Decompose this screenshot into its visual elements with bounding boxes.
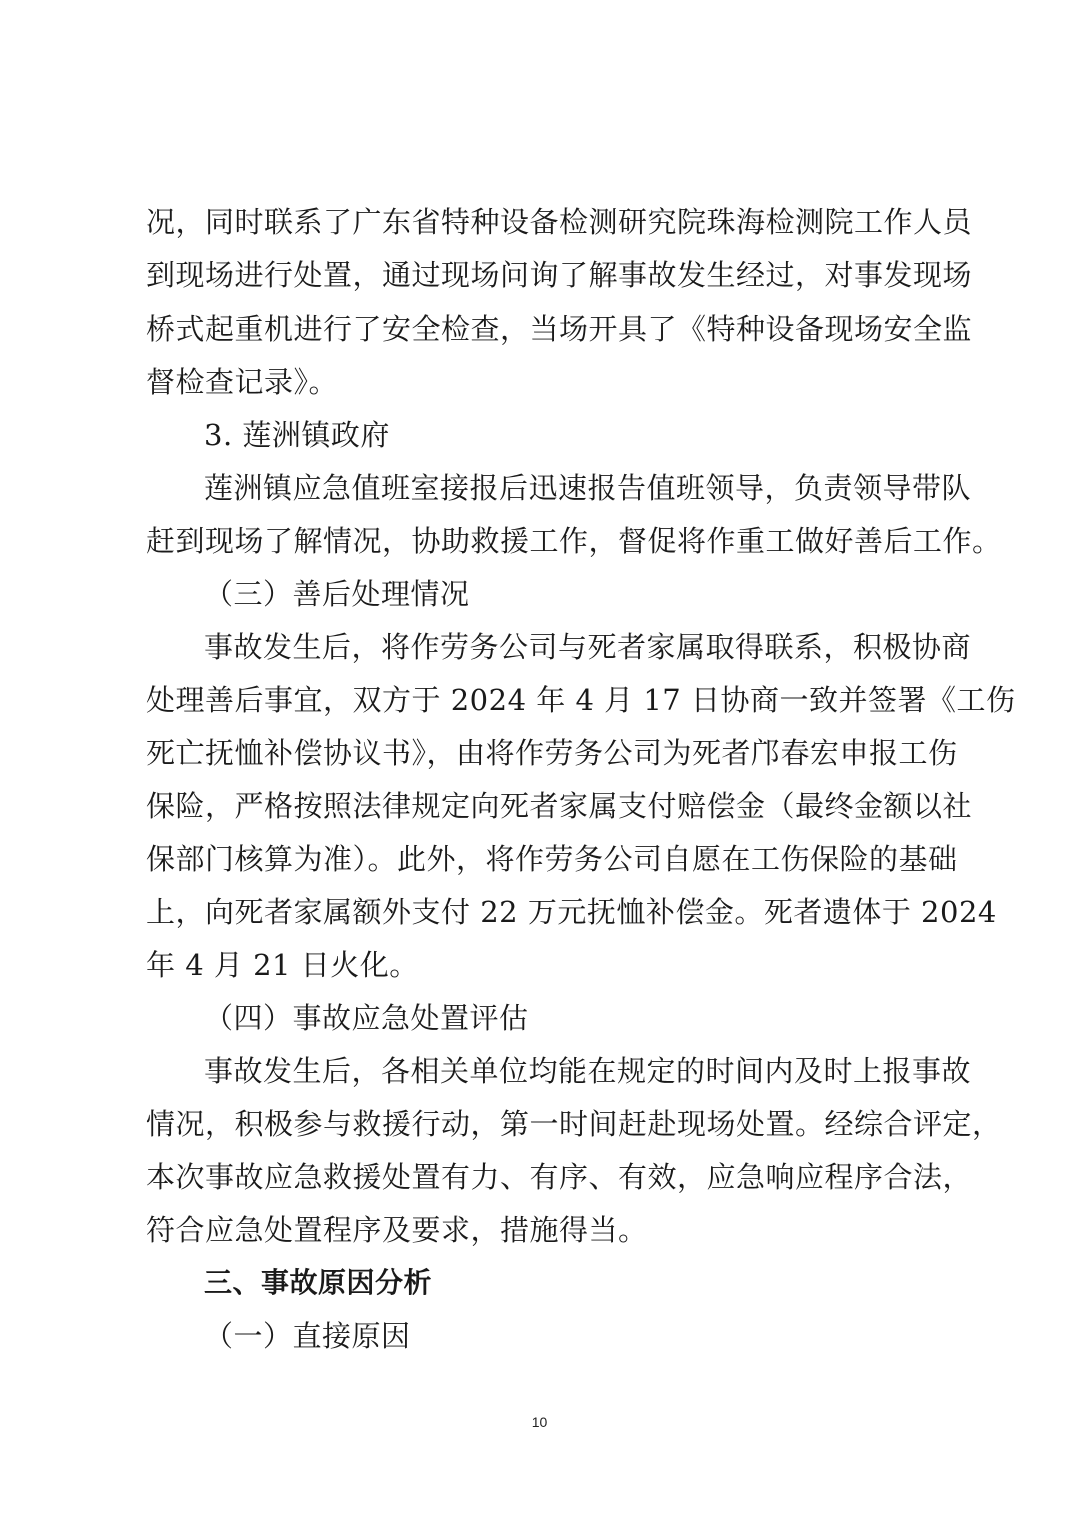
paragraph-line: 莲洲镇应急值班室接报后迅速报告值班领导，负责领导带队 — [204, 471, 972, 505]
paragraph-line: 符合应急处置程序及要求，措施得当。 — [146, 1213, 648, 1247]
paragraph-line: 上，向死者家属额外支付 22 万元抚恤补偿金。死者遗体于 2024 — [146, 895, 997, 929]
paragraph-line: 赶到现场了解情况，协助救援工作，督促将作重工做好善后工作。 — [146, 524, 1002, 558]
chapter-heading: 三、事故原因分析 — [204, 1266, 433, 1299]
paragraph-line: 保险，严格按照法律规定向死者家属支付赔偿金（最终金额以社 — [146, 789, 973, 823]
paragraph-line: 况，同时联系了广东省特种设备检测研究院珠海检测院工作人员 — [146, 205, 973, 239]
paragraph-line: 情况，积极参与救援行动，第一时间赶赴现场处置。经综合评定， — [146, 1107, 1002, 1141]
item-heading: 3. 莲洲镇政府 — [204, 418, 390, 452]
paragraph-line: 到现场进行处置，通过现场问询了解事故发生经过，对事发现场 — [146, 258, 973, 292]
section-heading: （三）善后处理情况 — [204, 577, 470, 611]
section-heading: （四）事故应急处置评估 — [204, 1001, 529, 1035]
paragraph-line: 事故发生后，各相关单位均能在规定的时间内及时上报事故 — [204, 1054, 972, 1088]
paragraph-line: 处理善后事宜，双方于 2024 年 4 月 17 日协商一致并签署《工伤 — [146, 683, 1016, 717]
paragraph-line: 保部门核算为准）。此外，将作劳务公司自愿在工伤保险的基础 — [146, 842, 958, 876]
paragraph-line: 桥式起重机进行了安全检查，当场开具了《特种设备现场安全监 — [146, 312, 973, 346]
paragraph-line: 本次事故应急救援处置有力、有序、有效，应急响应程序合法， — [146, 1160, 973, 1194]
paragraph-line: 督检查记录》。 — [146, 365, 339, 399]
paragraph-line: 事故发生后，将作劳务公司与死者家属取得联系，积极协商 — [204, 630, 972, 664]
page-number: 10 — [531, 1414, 548, 1430]
paragraph-line: 死亡抚恤补偿协议书》，由将作劳务公司为死者邝春宏申报工伤 — [146, 736, 958, 770]
section-heading: （一）直接原因 — [204, 1319, 411, 1353]
paragraph-line: 年 4 月 21 日火化。 — [146, 948, 419, 982]
